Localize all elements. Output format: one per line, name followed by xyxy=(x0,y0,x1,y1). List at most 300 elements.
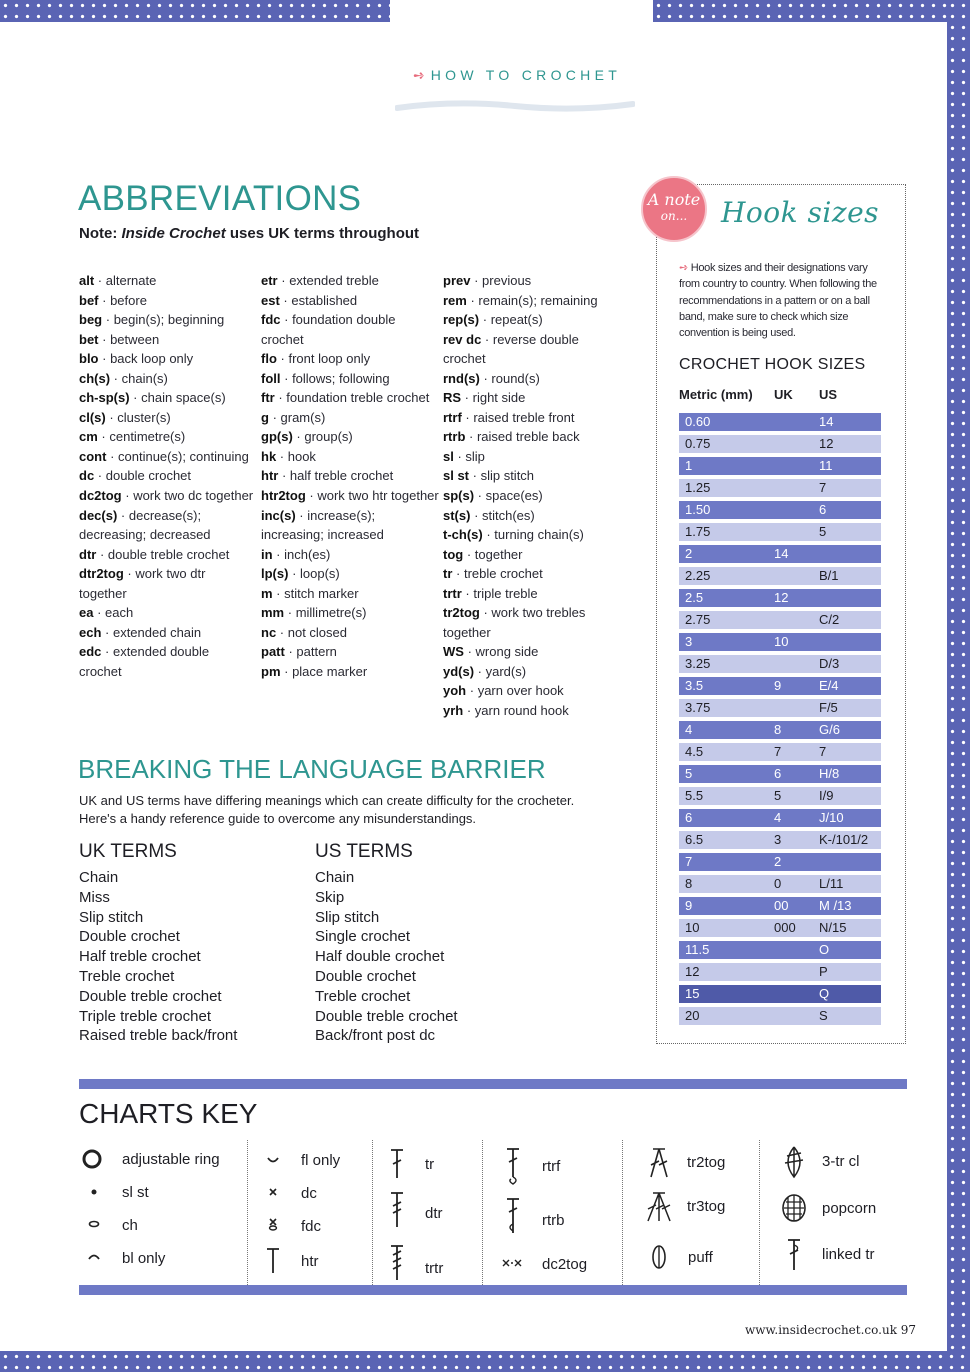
abbreviation-term: g xyxy=(261,409,269,425)
abbreviation-entry: flo · front loop only xyxy=(261,351,371,367)
uk-cell: 9 xyxy=(774,678,782,693)
metric-cell: 5.5 xyxy=(685,788,704,803)
abbreviation-entry: est · established xyxy=(261,292,358,308)
abbreviation-term: t-ch(s) xyxy=(443,527,483,543)
abbreviation-entry: mm · millimetre(s) xyxy=(261,605,367,621)
abbreviation-meaning: not closed xyxy=(287,624,347,640)
abbreviation-meaning: work two dtr together xyxy=(79,566,206,601)
abbreviation-entry: sl · slip xyxy=(443,448,485,464)
metric-cell: 15 xyxy=(685,986,700,1001)
key-divider xyxy=(622,1140,623,1285)
abbreviation-term: flo xyxy=(261,351,277,367)
metric-cell: 3 xyxy=(685,634,693,649)
abbreviation-meaning: extended chain xyxy=(112,624,202,640)
hook-size-row xyxy=(679,567,881,585)
chart-key-label: tr xyxy=(425,1156,435,1173)
us-cell: 12 xyxy=(819,436,834,451)
abbreviations-column-2 xyxy=(261,271,439,681)
hook-sizes-title: Hook sizes xyxy=(721,196,880,229)
abbreviation-entry: m · stitch marker xyxy=(261,585,359,601)
metric-cell: 2.25 xyxy=(685,568,711,583)
abbreviation-term: WS xyxy=(443,644,464,660)
uk-term: Treble crochet xyxy=(79,967,175,985)
abbreviation-meaning: turning chain(s) xyxy=(494,527,584,543)
dc-icon xyxy=(262,1181,284,1208)
chart-key-label: tr3tog xyxy=(687,1198,726,1215)
abbreviation-meaning: yarn over hook xyxy=(477,683,564,699)
abbreviation-meaning: double crochet xyxy=(105,468,192,484)
abbreviation-entry: fdc · foundation double crochet xyxy=(261,312,396,347)
abbreviation-meaning: together xyxy=(474,546,523,562)
abbreviation-entry: dtr · double treble crochet xyxy=(79,546,230,562)
abbreviation-term: ea xyxy=(79,605,94,621)
uk-cell: 6 xyxy=(774,766,782,781)
metric-cell: 2 xyxy=(685,546,693,561)
dtr-icon xyxy=(386,1190,408,1235)
abbreviation-term: m xyxy=(261,585,273,601)
metric-cell: 12 xyxy=(685,964,700,979)
abbreviation-entry: yrh · yarn round hook xyxy=(443,703,569,719)
uk-cell: 14 xyxy=(774,546,789,561)
abbreviation-entry: foll · follows; following xyxy=(261,370,390,386)
abbreviation-term: dc2tog xyxy=(79,488,122,504)
hook-size-row xyxy=(679,611,881,629)
abbreviation-term: rep(s) xyxy=(443,312,480,328)
us-term: Skip xyxy=(315,888,345,906)
abbreviation-term: nc xyxy=(261,624,277,640)
hook-size-row xyxy=(679,963,881,981)
us-cell: Q xyxy=(819,986,830,1001)
chart-key-label: sl st xyxy=(122,1184,149,1201)
abbreviation-term: alt xyxy=(79,273,95,288)
us-cell: N/15 xyxy=(819,920,847,935)
abbreviation-entry: dc · double crochet xyxy=(79,468,192,484)
arrow-icon: ➺ xyxy=(413,67,425,83)
charts-key-top-bar xyxy=(79,1079,907,1089)
uk-cell: 2 xyxy=(774,854,782,869)
abbreviation-entry: g · gram(s) xyxy=(261,409,326,425)
abbreviation-entry: ech · extended chain xyxy=(79,624,202,640)
metric-cell: 20 xyxy=(685,1008,700,1023)
hook-table-title: CROCHET HOOK SIZES xyxy=(679,356,866,373)
abbreviation-term: rev dc xyxy=(443,331,482,347)
abbreviation-entry: hk · hook xyxy=(261,448,316,464)
abbreviation-meaning: round(s) xyxy=(491,370,540,386)
abbreviation-entry: t-ch(s) · turning chain(s) xyxy=(443,527,584,543)
abbreviation-entry: bef · before xyxy=(79,292,147,308)
us-terms-heading: US TERMS xyxy=(315,841,413,862)
uk-cell: 4 xyxy=(774,810,782,825)
metric-cell: 6.5 xyxy=(685,832,704,847)
abbreviation-term: dtr xyxy=(79,546,97,562)
abbreviation-meaning: begin(s); beginning xyxy=(113,312,225,328)
us-cell: B/1 xyxy=(819,568,839,583)
abbreviation-term: trtr xyxy=(443,585,462,601)
abbreviation-meaning: established xyxy=(291,292,358,308)
abbreviation-term: rnd(s) xyxy=(443,370,480,386)
abbreviation-term: htr2tog xyxy=(261,488,306,504)
metric-cell: 4.5 xyxy=(685,744,704,759)
abbreviation-term: etr xyxy=(261,273,278,288)
fdc-icon xyxy=(262,1213,284,1240)
uk-term: Chain xyxy=(79,869,119,886)
uk-cell: 8 xyxy=(774,722,782,737)
abbreviation-entry: ftr · foundation treble crochet xyxy=(261,390,430,406)
us-cell: S xyxy=(819,1008,828,1023)
abbreviation-term: bef xyxy=(79,292,99,308)
column-header-uk: UK xyxy=(774,387,793,402)
abbreviation-entry: htr2tog · work two htr together xyxy=(261,488,439,504)
us-term: Double crochet xyxy=(315,967,416,985)
us-cell: I/9 xyxy=(819,788,834,803)
metric-cell: 1 xyxy=(685,458,693,473)
metric-cell: 0.75 xyxy=(685,436,711,451)
hook-size-row xyxy=(679,897,881,915)
metric-cell: 10 xyxy=(685,920,700,935)
uk-cell: 00 xyxy=(774,898,789,913)
abbreviation-entry: alt · alternate xyxy=(79,273,157,288)
abbreviation-meaning: yard(s) xyxy=(485,663,527,679)
abbreviation-term: hk xyxy=(261,448,277,464)
abbreviation-entry: blo · back loop only xyxy=(79,351,194,367)
abbreviation-meaning: follows; following xyxy=(292,370,390,386)
abbreviation-term: rem xyxy=(443,292,467,308)
popcorn-icon xyxy=(779,1190,809,1231)
abbreviation-entry: rep(s) · repeat(s) xyxy=(443,312,543,328)
uk-cell: 10 xyxy=(774,634,789,649)
abbreviation-meaning: double treble crochet xyxy=(107,546,230,562)
metric-cell: 6 xyxy=(685,810,693,825)
chart-key-label: dc2tog xyxy=(542,1256,588,1273)
abbreviation-entry: tog · together xyxy=(443,546,523,562)
us-term: Chain xyxy=(315,869,355,886)
abbreviation-meaning: raised treble front xyxy=(473,409,575,425)
hook-size-row xyxy=(679,831,881,849)
abbreviation-entry: edc · extended double crochet xyxy=(79,644,210,679)
abbreviation-meaning: yarn round hook xyxy=(474,703,569,719)
us-term: Back/front post dc xyxy=(315,1027,436,1045)
uk-terms-list xyxy=(79,868,237,1046)
hook-size-row xyxy=(679,457,881,475)
abbreviation-term: fdc xyxy=(261,312,281,328)
hook-size-row xyxy=(679,545,881,563)
metric-cell: 2.75 xyxy=(685,612,711,627)
abbreviation-entry: WS · wrong side xyxy=(443,644,539,660)
abbreviation-entry: nc · not closed xyxy=(261,624,347,640)
abbreviation-term: tr2tog xyxy=(443,605,480,621)
hook-size-row xyxy=(679,809,881,827)
abbreviation-entry: beg · begin(s); beginning xyxy=(79,312,225,328)
us-term: Slip stitch xyxy=(315,908,380,926)
abbreviation-entry: in · inch(es) xyxy=(261,546,331,562)
trtr-icon xyxy=(386,1243,408,1288)
abbreviation-entry: bet · between xyxy=(79,331,160,347)
uk-cell: 12 xyxy=(774,590,789,605)
abbreviation-meaning: reverse double crochet xyxy=(443,331,579,367)
abbreviation-meaning: before xyxy=(110,292,147,308)
abbreviation-entry: sl st · slip stitch xyxy=(443,468,535,484)
abbreviation-meaning: treble crochet xyxy=(463,566,543,582)
abbreviation-entry: trtr · triple treble xyxy=(443,585,538,601)
abbreviation-term: tog xyxy=(443,546,464,562)
us-cell: J/10 xyxy=(819,810,844,825)
us-terms-list xyxy=(315,868,458,1046)
abbreviation-entry: dc2tog · work two dc together xyxy=(79,488,254,504)
sl-st-icon xyxy=(83,1181,105,1208)
metric-cell: 7 xyxy=(685,854,693,869)
abbreviation-term: cl(s) xyxy=(79,409,106,425)
abbreviation-term: sl st xyxy=(443,468,470,484)
abbreviation-meaning: place marker xyxy=(292,663,368,679)
us-term: Treble crochet xyxy=(315,987,411,1005)
abbreviation-entry: RS · right side xyxy=(443,390,526,406)
chart-key-label: fl only xyxy=(301,1152,341,1169)
abbreviation-meaning: remain(s); remaining xyxy=(478,292,598,308)
metric-cell: 3.5 xyxy=(685,678,704,693)
abbreviation-meaning: extended double crochet xyxy=(79,644,210,679)
metric-cell: 5 xyxy=(685,766,693,781)
page-number: 97 xyxy=(900,1323,917,1337)
abbreviation-entry: etr · extended treble xyxy=(261,273,379,288)
charts-key-bottom-bar xyxy=(79,1285,907,1295)
abbreviation-meaning: pattern xyxy=(296,644,337,660)
dc2tog-icon xyxy=(500,1252,526,1279)
metric-cell: 8 xyxy=(685,876,693,891)
abbreviation-entry: dec(s) · decrease(s); decreasing; decreased xyxy=(79,507,211,543)
hook-size-row xyxy=(679,479,881,497)
abbreviation-term: tr xyxy=(443,566,453,582)
top-left-dotted-band xyxy=(0,0,390,22)
us-cell: L/11 xyxy=(819,876,844,891)
hook-size-row xyxy=(679,633,881,651)
bottom-dotted-band xyxy=(0,1351,970,1372)
abbreviation-entry: prev · previous xyxy=(443,273,532,288)
key-divider xyxy=(759,1140,760,1285)
uk-cell: 5 xyxy=(774,788,782,803)
abbreviation-meaning: slip xyxy=(465,448,485,464)
hook-size-row xyxy=(679,765,881,783)
hook-size-row xyxy=(679,501,881,519)
hook-size-row xyxy=(679,589,881,607)
chart-key-label: trtr xyxy=(425,1260,444,1277)
abbreviation-entry: gp(s) · group(s) xyxy=(261,429,353,445)
us-cell: M /13 xyxy=(819,898,852,913)
us-cell: G/6 xyxy=(819,722,840,737)
abbreviation-term: cont xyxy=(79,448,107,464)
abbreviation-term: inc(s) xyxy=(261,507,296,523)
abbreviations-title: ABBREVIATIONS xyxy=(78,179,362,218)
abbreviation-meaning: slip stitch xyxy=(480,468,535,484)
arrow-icon: ➺ xyxy=(679,262,688,274)
abbreviation-entry: cl(s) · cluster(s) xyxy=(79,409,171,425)
metric-cell: 3.75 xyxy=(685,700,711,715)
uk-cell: 0 xyxy=(774,876,782,891)
abbreviation-meaning: between xyxy=(110,331,160,347)
abbreviation-term: ech xyxy=(79,624,102,640)
abbreviation-entry: ch(s) · chain(s) xyxy=(79,370,168,386)
abbreviation-meaning: back loop only xyxy=(110,351,194,367)
metric-cell: 1.75 xyxy=(685,524,711,539)
us-cell: P xyxy=(819,964,828,979)
key-divider xyxy=(372,1140,373,1285)
abbreviation-term: ftr xyxy=(261,390,275,406)
chart-key-label: puff xyxy=(688,1249,713,1266)
uk-cell: 000 xyxy=(774,920,796,935)
us-cell: H/8 xyxy=(819,766,840,781)
uk-terms-heading: UK TERMS xyxy=(79,841,177,862)
bl-only-icon xyxy=(83,1246,105,1273)
chart-key-label: popcorn xyxy=(822,1200,877,1217)
chart-key-label: tr2tog xyxy=(687,1154,726,1171)
abbreviation-entry: tr2tog · work two trebles together xyxy=(443,605,586,640)
abbreviation-term: rtrf xyxy=(443,409,462,425)
hook-size-row xyxy=(679,743,881,761)
us-cell: 14 xyxy=(819,414,834,429)
abbreviation-entry: dtr2tog · work two dtr together xyxy=(79,566,206,601)
abbreviation-entry: rev dc · reverse double crochet xyxy=(443,331,579,367)
us-cell: 7 xyxy=(819,480,827,495)
hook-size-row xyxy=(679,919,881,937)
metric-cell: 4 xyxy=(685,722,693,737)
abbreviation-term: patt xyxy=(261,644,285,660)
us-cell: E/4 xyxy=(819,678,839,693)
abbreviation-meaning: work two trebles together xyxy=(443,605,586,640)
abbreviation-meaning: chain(s) xyxy=(121,370,168,386)
note-badge: A note on... xyxy=(641,176,707,242)
abbreviation-term: dtr2tog xyxy=(79,566,124,582)
metric-cell: 0.60 xyxy=(685,414,711,429)
chart-key-label: linked tr xyxy=(822,1246,875,1263)
hook-size-row xyxy=(679,1007,881,1025)
abbreviation-meaning: gram(s) xyxy=(280,409,326,425)
abbreviation-meaning: chain space(s) xyxy=(141,390,226,406)
abbreviation-entry: cont · continue(s); continuing xyxy=(79,448,249,464)
us-cell: F/5 xyxy=(819,700,838,715)
hook-size-row xyxy=(679,941,881,959)
hook-sizes-table xyxy=(679,413,881,1029)
fl-only-icon xyxy=(262,1149,284,1176)
metric-cell: 9 xyxy=(685,898,693,913)
abbreviation-entry: rtrf · raised treble front xyxy=(443,409,575,425)
abbreviation-term: foll xyxy=(261,370,281,386)
abbreviation-meaning: triple treble xyxy=(473,585,538,601)
abbreviations-column-3 xyxy=(443,271,613,721)
abbreviation-term: bet xyxy=(79,331,99,347)
abbreviation-term: RS xyxy=(443,390,462,406)
abbreviation-term: prev xyxy=(443,273,471,288)
abbreviation-term: ch(s) xyxy=(79,370,111,386)
chart-key-label: rtrb xyxy=(542,1212,565,1229)
top-right-dotted-band xyxy=(653,0,970,22)
abbreviation-entry: ea · each xyxy=(79,605,134,621)
hook-size-row xyxy=(679,721,881,739)
hook-size-row xyxy=(679,435,881,453)
abbreviation-meaning: extended treble xyxy=(289,273,379,288)
metric-cell: 1.25 xyxy=(685,480,711,495)
hook-sizes-description: ➺ Hook sizes and their designations vary from country to country. When following the recommendations in a pattern or on a ball band, make sure to check which size convention is being used. xyxy=(679,262,877,340)
us-cell: D/3 xyxy=(819,656,840,671)
hook-size-row xyxy=(679,413,881,431)
abbreviation-term: yoh xyxy=(443,683,467,699)
abbreviation-meaning: foundation treble crochet xyxy=(286,390,430,406)
abbreviation-meaning: foundation double crochet xyxy=(261,312,396,347)
abbreviation-term: cm xyxy=(79,429,98,445)
abbreviation-meaning: continue(s); continuing xyxy=(118,448,249,464)
abbreviation-entry: pm · place marker xyxy=(261,663,368,679)
abbreviation-entry: yoh · yarn over hook xyxy=(443,683,564,699)
3-tr-cl-icon xyxy=(779,1144,809,1185)
hook-size-row xyxy=(679,699,881,717)
abbreviation-term: pm xyxy=(261,663,281,679)
abbreviation-meaning: raised treble back xyxy=(476,429,580,445)
puff-icon xyxy=(648,1242,670,1277)
abbreviation-term: est xyxy=(261,292,280,308)
us-cell: K-/101/2 xyxy=(819,832,869,847)
abbreviation-entry: inc(s) · increase(s); increasing; increased xyxy=(261,507,384,543)
abbreviation-entry: rnd(s) · round(s) xyxy=(443,370,540,386)
tr-icon xyxy=(386,1147,408,1186)
uk-term: Triple treble crochet xyxy=(79,1007,211,1025)
abbreviation-entry: lp(s) · loop(s) xyxy=(261,566,340,582)
abbreviation-term: in xyxy=(261,546,273,562)
abbreviation-entry: tr · treble crochet xyxy=(443,566,543,582)
charts-key-title: CHARTS KEY xyxy=(79,1098,258,1129)
abbreviation-meaning: each xyxy=(105,605,134,621)
abbreviation-entry: htr · half treble crochet xyxy=(261,468,394,484)
uk-term: Raised treble back/front xyxy=(79,1027,238,1045)
us-cell: O xyxy=(819,942,830,957)
uk-term: Double treble crochet xyxy=(79,987,222,1005)
us-cell: C/2 xyxy=(819,612,840,627)
chart-key-label: dc xyxy=(301,1185,317,1202)
abbreviations-note: Note: Inside Crochet uses UK terms throughout xyxy=(79,225,420,242)
abbreviation-term: dc xyxy=(79,468,95,484)
hook-size-row xyxy=(679,853,881,871)
abbreviation-term: ch-sp(s) xyxy=(79,390,130,406)
us-term: Half double crochet xyxy=(315,948,445,966)
uk-cell: 7 xyxy=(774,744,782,759)
footer xyxy=(745,1323,916,1337)
metric-cell: 11.5 xyxy=(685,942,710,957)
abbreviation-meaning: front loop only xyxy=(288,351,371,367)
abbreviation-meaning: half treble crochet xyxy=(289,468,394,484)
abbreviations-column-1 xyxy=(79,271,254,681)
us-cell: 11 xyxy=(819,458,833,473)
hook-size-row xyxy=(679,985,881,1003)
uk-term: Miss xyxy=(79,888,110,906)
uk-cell: 3 xyxy=(774,832,782,847)
abbreviation-meaning: alternate xyxy=(105,273,157,288)
abbreviation-entry: yd(s) · yard(s) xyxy=(443,663,527,679)
abbreviation-term: gp(s) xyxy=(261,429,293,445)
rtrf-icon xyxy=(502,1146,524,1191)
abbreviation-term: beg xyxy=(79,312,103,328)
abbreviation-entry: ch-sp(s) · chain space(s) xyxy=(79,390,226,406)
us-cell: 6 xyxy=(819,502,827,517)
abbreviation-term: mm xyxy=(261,605,285,621)
chart-key-label: rtrf xyxy=(542,1158,561,1175)
chart-key-label: htr xyxy=(301,1253,319,1270)
abbreviation-term: sp(s) xyxy=(443,488,475,504)
abbreviation-term: sl xyxy=(443,448,454,464)
uk-term: Double crochet xyxy=(79,928,180,946)
abbreviation-term: yrh xyxy=(443,703,464,719)
hook-size-row xyxy=(679,875,881,893)
language-title: BREAKING THE LANGUAGE BARRIER xyxy=(78,754,546,784)
right-dotted-band xyxy=(947,0,970,1372)
us-term: Single crochet xyxy=(315,928,411,946)
chart-key-label: adjustable ring xyxy=(122,1151,220,1168)
